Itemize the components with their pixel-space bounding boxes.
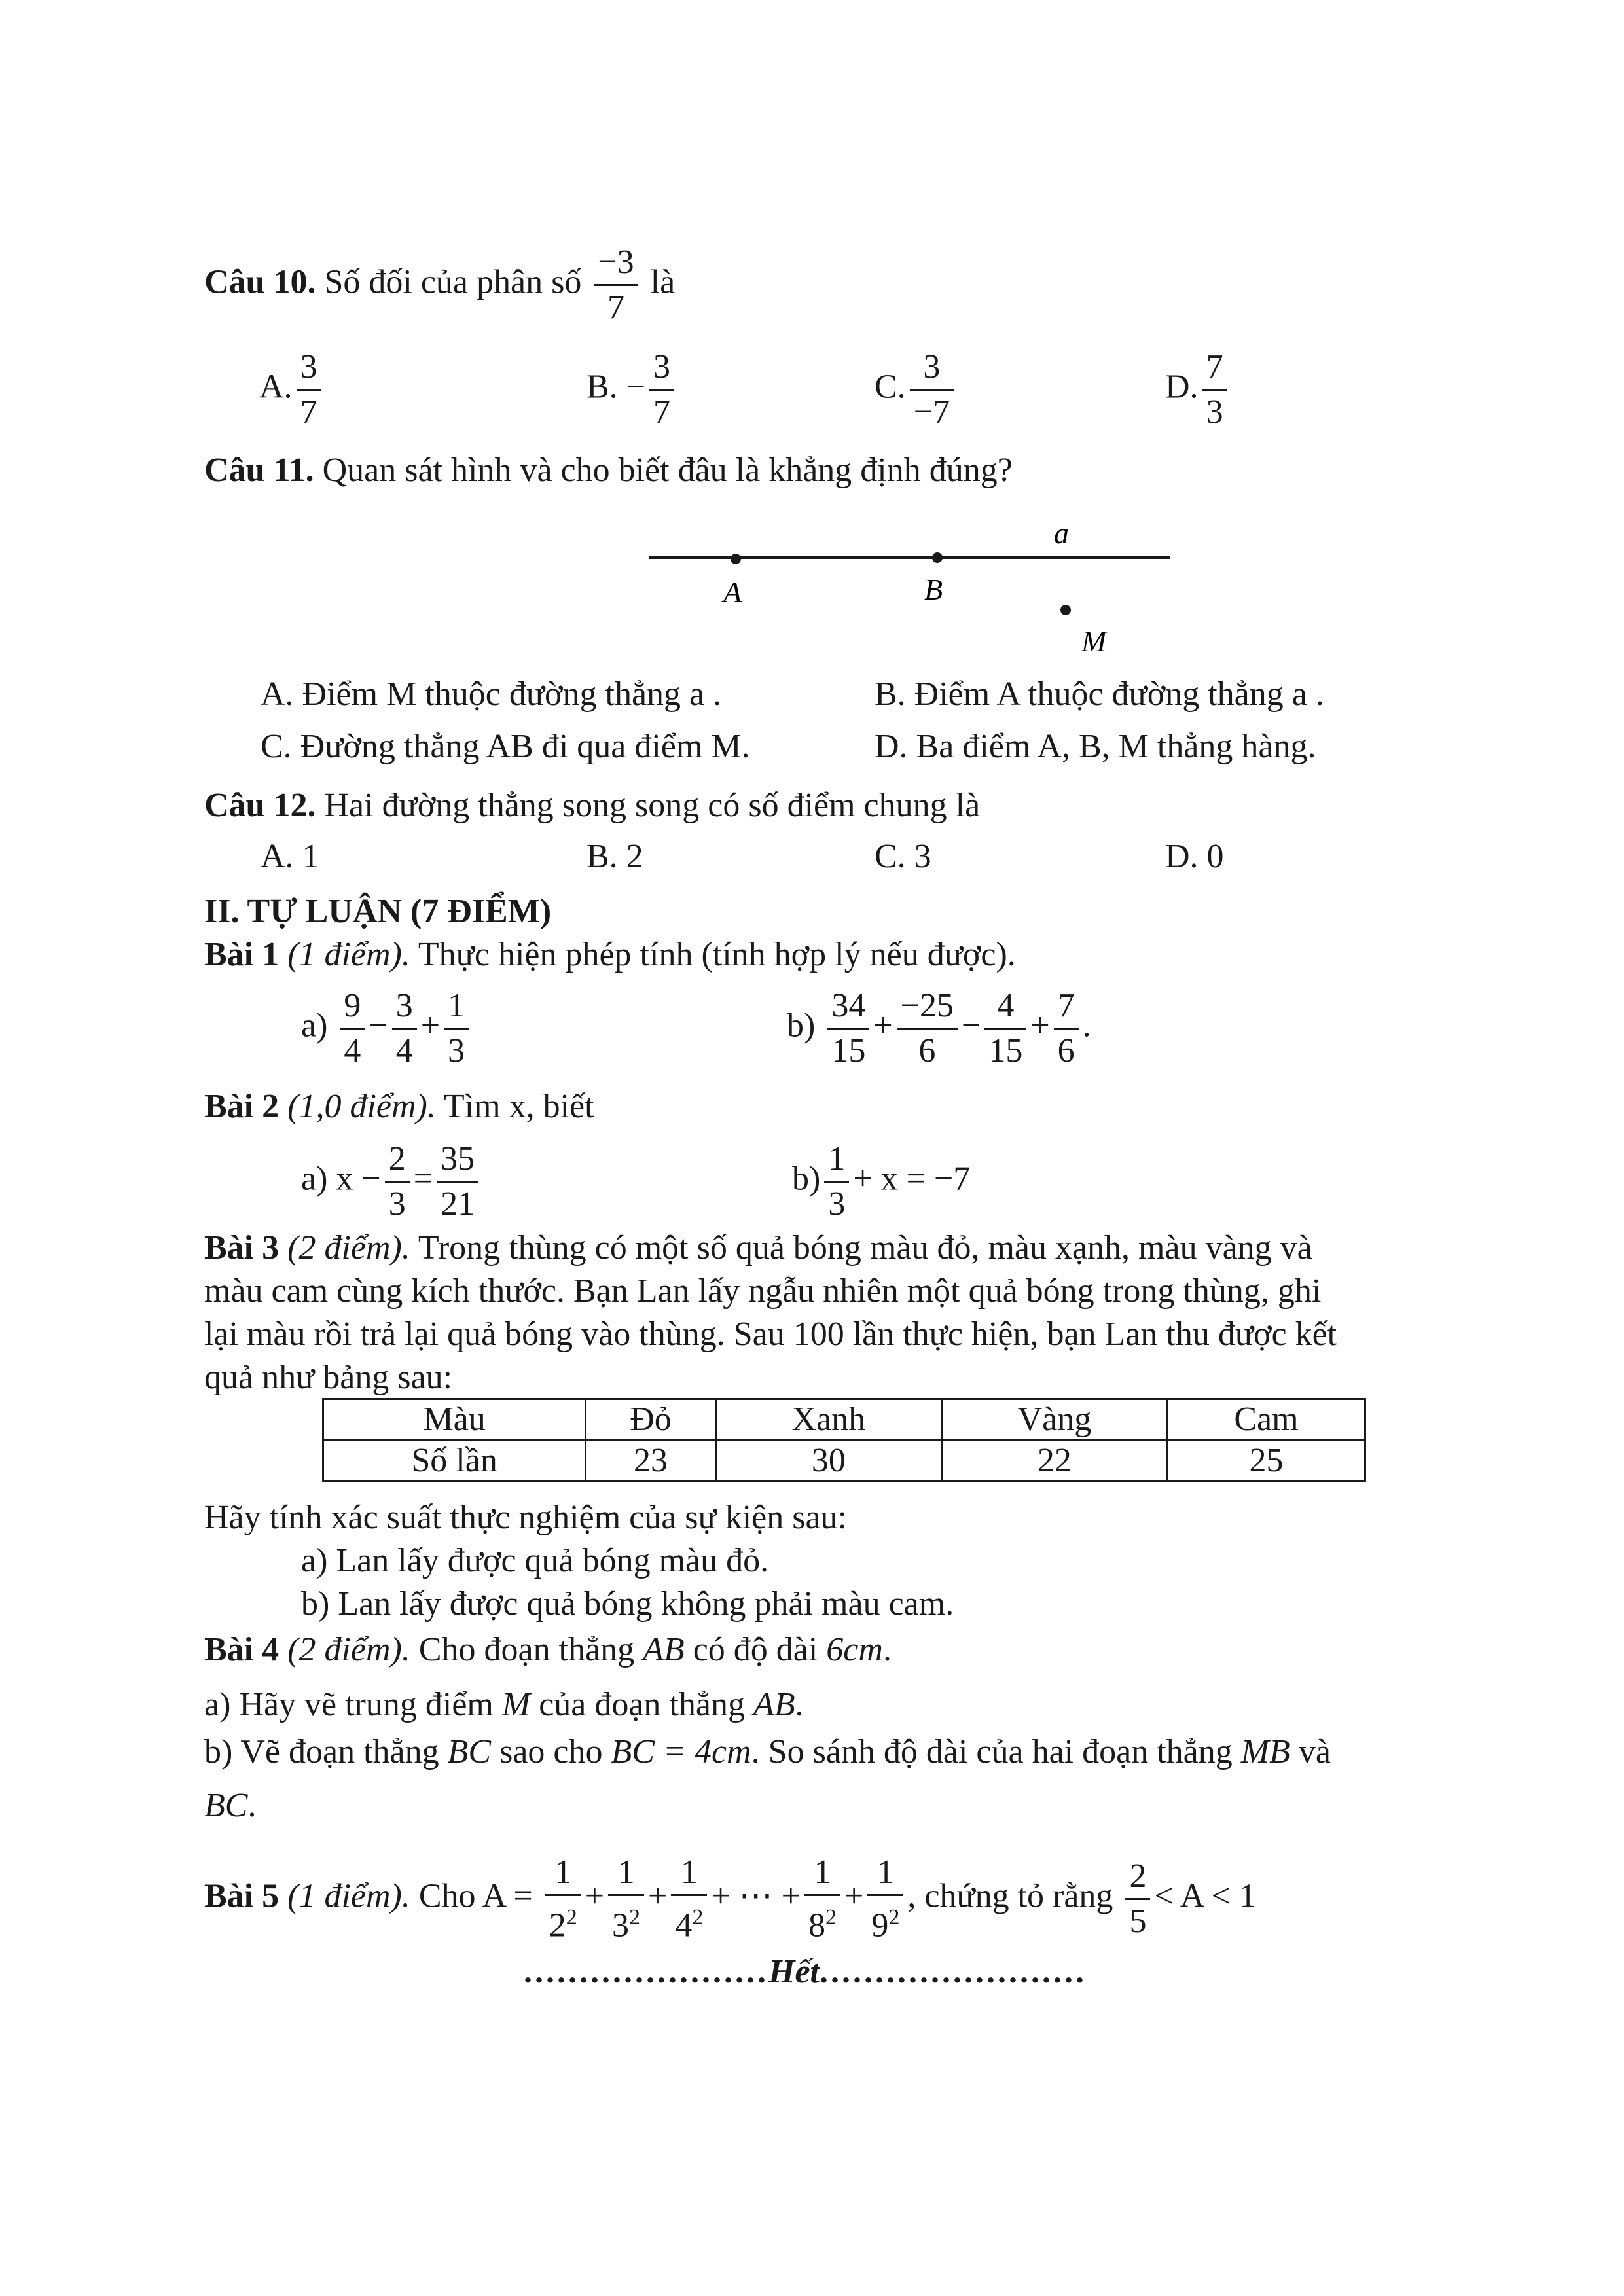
q10-option-a: A. $\frac{3}{7}$ <box>259 346 325 434</box>
bai3-line4: quả như bảng sau: <box>204 1359 453 1396</box>
bai4-part-a: a) Hãy vẽ trung điểm M của đoạn thẳng AB. <box>204 1686 804 1723</box>
result-table <box>322 1398 1366 1482</box>
bai3-part-a: a) Lan lấy được quả bóng màu đỏ. <box>301 1542 769 1579</box>
line-a-label: a <box>1054 517 1069 550</box>
q12-option-b: B. 2 <box>586 838 643 875</box>
q10-option-d: D. $\frac{7}{3}$ <box>1165 346 1231 434</box>
q11-option-d: D. Ba điểm A, B, M thẳng hàng. <box>875 728 1316 765</box>
table-cell: Số lần <box>323 1441 586 1482</box>
q12-option-a: A. 1 <box>261 838 319 875</box>
point-b-dot <box>932 552 943 563</box>
table-header-cell: Đỏ <box>586 1399 716 1441</box>
bai1-heading: Bài 1 (1 điểm). Thực hiện phép tính (tính hợp lý nếu được). <box>204 936 1016 973</box>
table-cell: 23 <box>586 1441 716 1482</box>
table-header-cell: Màu <box>323 1399 586 1441</box>
point-a-label: A <box>723 575 742 609</box>
q12-option-d: D. 0 <box>1165 838 1224 875</box>
q11-text: Quan sát hình và cho biết đâu là khẳng định đúng? <box>322 452 1013 489</box>
bai1-part-a: a) $\frac{9}{4}$ − $\frac{3}{4}$ + $\frac{1}{3}$ <box>301 984 473 1073</box>
bai4-part-b: b) Vẽ đoạn thẳng BC sao cho BC = 4cm. So sánh độ dài của hai đoạn thẳng MB và <box>204 1733 1331 1770</box>
bai2-heading: Bài 2 (1,0 điểm). Tìm x, biết <box>204 1088 594 1125</box>
bai3-ask: Hãy tính xác suất thực nghiệm của sự kiện sau: <box>204 1499 848 1536</box>
q10-fraction: $\frac{-3}{7}$ <box>594 241 638 329</box>
table-cell: 22 <box>941 1441 1167 1482</box>
q11-option-b: B. Điểm A thuộc đường thẳng a . <box>875 675 1324 713</box>
table-header-cell: Cam <box>1167 1399 1365 1441</box>
table-row <box>323 1399 1365 1441</box>
q10-label: Câu 10. <box>204 263 316 301</box>
bai4-heading: Bài 4 (2 điểm). Cho đoạn thẳng AB có độ dài 6cm. <box>204 1631 892 1668</box>
bai5-statement: Bài 5 (1 điểm). Cho A = $\frac{1}{2^2}$ + $\frac{1}{3^2}$ + $\frac{1}{4^2}$ + ⋯ + $\frac{1}{8^2}$ + $\frac{1}{9^2}$ , chứng tỏ rằng $\frac{2}{5}$ < A < 1 <box>204 1851 1256 1947</box>
q11-option-c: C. Đường thẳng AB đi qua điểm M. <box>261 728 750 765</box>
table-row <box>323 1441 1365 1482</box>
table-cell: 30 <box>715 1441 941 1482</box>
q12-option-c: C. 3 <box>875 838 931 875</box>
table-header-cell: Vàng <box>941 1399 1167 1441</box>
bai1-part-b: b) $\frac{34}{15}$ + $\frac{-25}{6}$ − $\frac{4}{15}$ + $\frac{7}{6}$ . <box>787 984 1091 1073</box>
q10-text: Số đối của phân số <box>324 263 582 301</box>
q10-question <box>204 241 675 329</box>
q11-question <box>204 450 1013 491</box>
bai3-line2: màu cam cùng kích thước. Bạn Lan lấy ngẫu nhiên một quả bóng trong thùng, ghi <box>204 1272 1322 1310</box>
table-header-cell: Xanh <box>715 1399 941 1441</box>
point-m-dot <box>1060 605 1071 615</box>
bai3-part-b: b) Lan lấy được quả bóng không phải màu cam. <box>301 1585 954 1623</box>
bai2-part-a: a) x − $\frac{2}{3}$ = $\frac{35}{21}$ <box>301 1138 482 1226</box>
point-m-label: M <box>1081 624 1107 658</box>
point-a-dot <box>731 554 741 564</box>
table-cell: 25 <box>1167 1441 1365 1482</box>
q10-option-b: B. − $\frac{3}{7}$ <box>586 346 678 434</box>
q12-question <box>204 785 980 826</box>
bai3-line1: Bài 3 (2 điểm). Trong thùng có một số quả bóng màu đỏ, màu xạnh, màu vàng và <box>204 1229 1312 1266</box>
bai3-line3: lại màu rồi trả lại quả bóng vào thùng. Sau 100 lần thực hiện, bạn Lan thu được kết <box>204 1316 1337 1353</box>
bai2-part-b: b) $\frac{1}{3}$ + x = −7 <box>792 1138 970 1226</box>
q11-label: Câu 11. <box>204 452 314 489</box>
q10-option-c: C. $\frac{3}{-7}$ <box>875 346 958 434</box>
end-marker: ......................Hết........................ <box>524 1953 1087 1990</box>
bai4-part-b-cont: BC. <box>204 1787 257 1824</box>
section-title: II. TỰ LUẬN (7 ĐIỂM) <box>204 893 552 930</box>
q11-option-a: A. Điểm M thuộc đường thẳng a . <box>261 675 722 713</box>
q10-text-post: là <box>650 263 676 301</box>
q12-text: Hai đường thẳng song song có số điểm chung là <box>324 787 981 824</box>
q11-figure <box>641 517 1178 668</box>
q12-label: Câu 12. <box>204 787 316 824</box>
point-b-label: B <box>924 573 943 606</box>
